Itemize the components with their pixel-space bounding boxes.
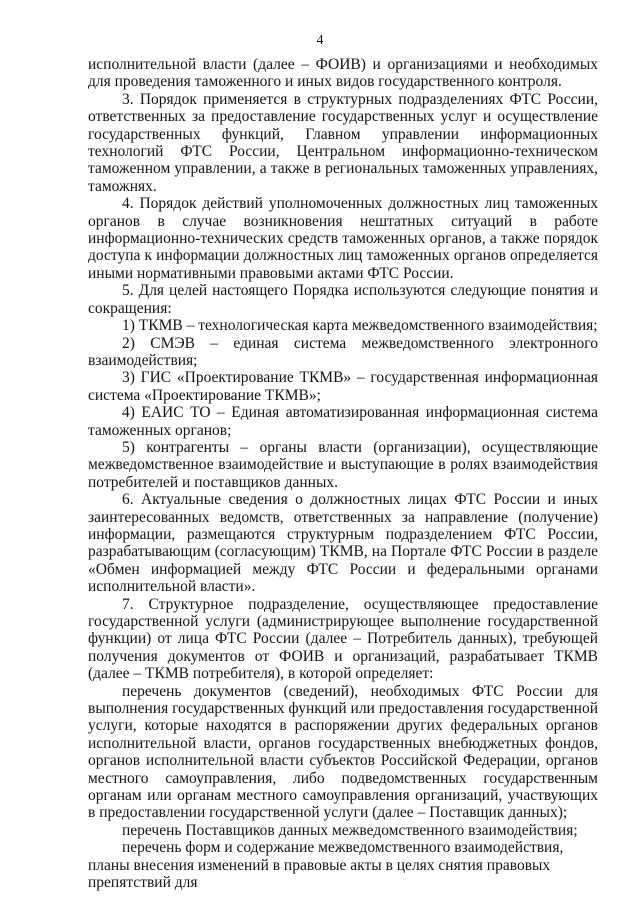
paragraph-6: 6. Актуальные сведения о должностных лицах ФТС России и иных заинтересованных ведомств, ответственных за направление (получение) информации, размещаются структурным подразделением ФТС России, разрабатывающим (согласующим) ТКМВ, на Портале ФТС России в разделе «Обмен информацией между ФТС России и федеральными органами исполнительной власти». xyxy=(88,491,598,596)
paragraph-4: 4. Порядок действий уполномоченных должностных лиц таможенных органов в случае возникновения нештатных ситуаций в работе информационно-технических средств таможенных органов, а также порядок доступа к информации должностных лиц таможенных органов определяется иными нормативными правовыми актами ФТС России. xyxy=(88,195,598,282)
paragraph-continuation: исполнительной власти (далее – ФОИВ) и организациями и необходимых для проведения таможенного и иных видов государственного контроля. xyxy=(88,56,598,91)
definition-item-2: 2) СМЭВ – единая система межведомственного электронного взаимодействия; xyxy=(88,334,598,369)
definition-item-5: 5) контрагенты – органы власти (организации), осуществляющие межведомственное взаимодействие и выступающие в ролях взаимодействия потребителей и поставщиков данных. xyxy=(88,438,598,491)
definition-item-4: 4) ЕАИС ТО – Единая автоматизированная информационная система таможенных органов; xyxy=(88,404,598,439)
page-number: 4 xyxy=(316,33,324,48)
list-item-forms: перечень форм и содержание межведомственного взаимодействия, планы внесения изменений в правовые акты в целях снятия правовых препятствий для xyxy=(88,839,564,892)
paragraph-5: 5. Для целей настоящего Порядка используются следующие понятия и сокращения: xyxy=(88,282,598,317)
paragraph-7: 7. Структурное подразделение, осуществляющее предоставление государственной услуги (администрирующее выполнение государственной функции) от лица ФТС России (далее – Потребитель данных), требующей получения документов от ФОИВ и организаций, разрабатывает ТКМВ (далее – ТКМВ потребителя), в которой определяет: xyxy=(88,595,598,683)
definition-item-3: 3) ГИС «Проектирование ТКМВ» – государственная информационная система «Проектирование ТКМВ»; xyxy=(88,369,598,404)
list-item-suppliers: перечень Поставщиков данных межведомственного взаимодействия; xyxy=(122,821,578,839)
document-body xyxy=(88,56,598,892)
paragraph-3: 3. Порядок применяется в структурных подразделениях ФТС России, ответственных за предоставление государственных услуг и осуществление государственных функций, Главном управлении информационных технологий ФТС России, Центральном информационно-техническом таможенном управлении, а также в региональных таможенных управлениях, таможнях. xyxy=(88,90,598,195)
definition-item-1: 1) ТКМВ – технологическая карта межведомственного взаимодействия; xyxy=(122,317,598,335)
list-item-documents: перечень документов (сведений), необходимых ФТС России для выполнения государственных функций или предоставления государственной услуги, которые находятся в распоряжении других федеральных органов исполнительной власти, органов государственных внебюджетных фондов, органов исполнительной власти субъектов Российской Федерации, органов местного самоуправления, либо подведомственных государственным органам или органам местного самоуправления организаций, участвующих в предоставлении государственной услуги (далее – Поставщик данных); xyxy=(88,682,598,822)
